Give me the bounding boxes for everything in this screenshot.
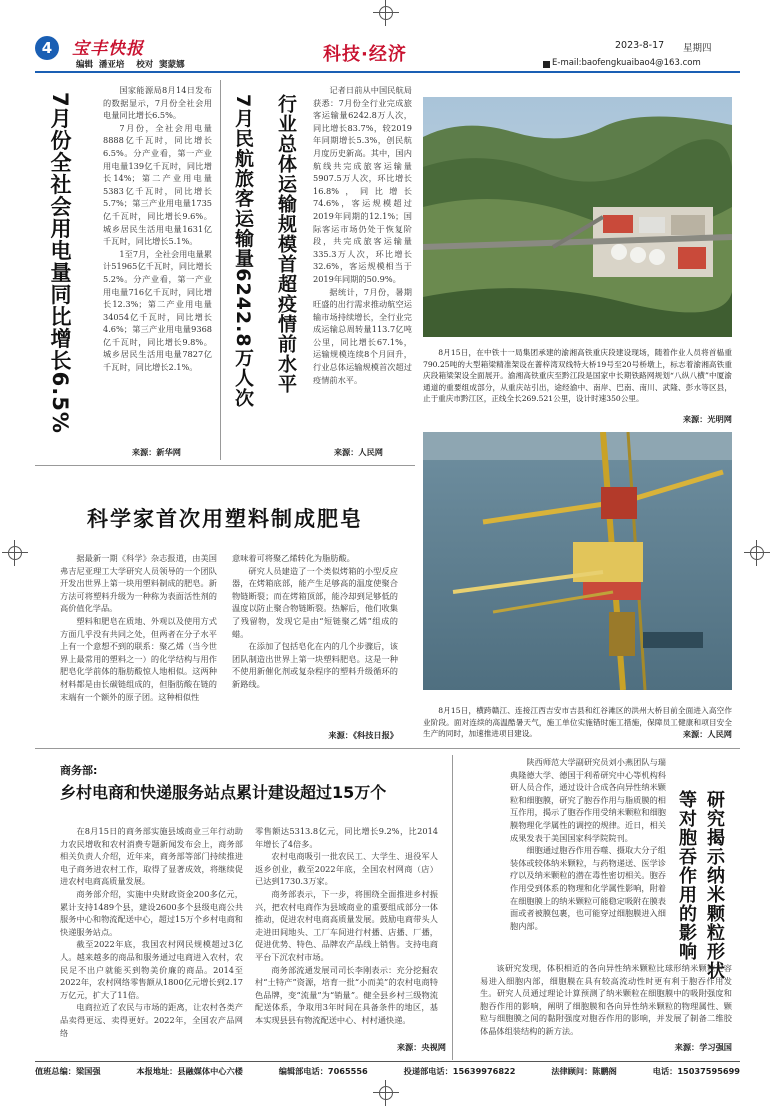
section-title: 科技·经济	[323, 44, 407, 65]
footer-item: 编辑部电话：7065556	[278, 1066, 368, 1076]
power-para: 7月份，全社会用电量8888亿千瓦时，同比增长6.5%。分产业看，第一产业用电量139亿千瓦时，同比增长14%；第二产业用电量5383亿千瓦时，同比增长5.7%；第三产业用电量1735亿千瓦时，同比增长9.6%。城乡居民生活用电量1631亿千瓦时，同比增长5.1%。	[103, 122, 212, 247]
power-body	[103, 84, 212, 374]
nano-para: 陕西师范大学副研究员刘小燕团队与瑞典隆德大学、德国于利希研究中心等机构科研人员合作，通过设计合成各向异性纳米颗粒和细胞膜，研究了胞吞作用与脂质膜的相互作用，揭示了胞吞作用受纳米颗粒和细胞膜物理化学属性的调控的规律。近日，相关成果发表于美国国家科学院院刊。	[510, 757, 666, 843]
photo1-caption-text: 8月15日，在中铁十一局集团承建的渝湘高铁重庆段建设现场，随着作业人员将首榀重790.25吨的大型箱梁精准架设在蔷梓湾双线特大桥19号至20号桥墩上，标志着渝湘高铁重庆段箱梁架设全面展开。渝湘高铁重庆至黔江段是国家中长期铁路网规划“八纵八横”中厦渝通道的重要组成部分，从重庆站引出，途经渝中、南岸、巴南、南川、武隆、彭水等区县，止于重庆市黔江区，正线全长269.521公里，设计时速350公里。	[423, 348, 732, 404]
nano-body-bottom	[480, 962, 732, 1038]
ecommerce-para: 农村电商吸引一批农民工、大学生、退役军人返乡创业，截至2022年底，全国农村网商（店）已达到1730.3万家。	[255, 851, 438, 887]
ecommerce-para: 零售额达5313.8亿元，同比增长9.2%，比2014年增长了4倍多。	[255, 826, 438, 849]
nano-para: 细胞通过胞吞作用吞噬、摄取大分子组装体或较体纳米颗粒，与药物递送、医学诊疗以及纳米颗粒的潜在毒性密切相关。胞吞作用受到体系的物理和化学属性影响，附着在细胞膜上的纳米颗粒可能稳定吸附在膜表面或者被膜包裹，也可能穿过细胞膜进入细胞内部。	[510, 845, 666, 931]
footer-item: 电话：15037595699	[652, 1066, 740, 1076]
ecommerce-para: 截至2022年底，我国农村网民规模超过3亿人。越来越多的商品和服务通过电商进入农村，农民足不出户就能买到物美价廉的商品。2014至2022年，农村网络零售额从1800亿元增长到2.17万亿元，扩大了11倍。	[60, 939, 243, 1000]
aviation-source: 来源：人民网	[333, 447, 383, 457]
plastic-body-col1	[60, 552, 217, 703]
footer-item: 法律顾问：陈鹏阁	[551, 1066, 617, 1076]
footer-item: 值班总编：梁国强	[35, 1066, 101, 1076]
plastic-headline: 科学家首次用塑料制成肥皂	[87, 507, 363, 531]
email-address: E-mail:baofengkuaibao4@163.com	[552, 58, 701, 68]
editor-line: 编辑 潘亚培 校对 窦蒙娜	[76, 60, 185, 70]
nano-source: 来源：学习强国	[674, 1042, 732, 1052]
ecommerce-source: 来源：央视网	[396, 1042, 446, 1052]
ecommerce-para: 商务部介绍，实施中央财政资金200多亿元，累计支持1489个县，建设2600多个县级电商公共服务中心和物流配送中心，超过15万个乡村电商和快递服务站点。	[60, 888, 243, 937]
plastic-body-col2	[232, 552, 398, 691]
power-para: 国家能源局8月14日发布的数据显示，7月份全社会用电量同比增长6.5%。	[103, 85, 212, 121]
registration-mark-top	[373, 0, 399, 26]
page-number-badge: 4	[35, 36, 59, 60]
power-para: 1至7月，全社会用电量累计51965亿千瓦时，同比增长5.2%。分产业看，第一产业用电量716亿千瓦时，同比增长12.3%；第二产业用电量34054亿千瓦时，同比增长4.6%；第三产业用电量9368亿千瓦时，同比增长9.8%。城乡居民生活用电量7827亿千瓦时，同比增长2.1%。	[103, 248, 212, 373]
photo1-source: 来源：光明网	[682, 414, 732, 424]
divider-vertical-2	[452, 755, 453, 1060]
aviation-headline-line1: 行业总体运输规模首超疫情前水平	[275, 94, 297, 394]
photo2-caption-text: 8月15日，横跨赣江、连接江西吉安市吉县和红谷滩区的洪州大桥目前全面进入高空作业阶段。面对连续的高温酷暑天气，施工单位实施错时施工措施，保障员工健康和项目安全生产的同时，加速推进项目建设。	[423, 706, 732, 739]
plastic-para: 塑料和肥皂在质地、外观以及使用方式方面几乎没有共同之处，但两者在分子水平上有一个意想不到的联系：聚乙烯（当今世界上最常用的塑料之一）的化学结构与用作肥皂化学前体的脂肪酸惊人地相似。这两种材料都是由长碳链组成的，但脂肪酸在链的末端有一个额外的原子团。这种相似性	[60, 615, 217, 702]
masthead-rule	[35, 71, 740, 73]
plastic-para: 研究人员建造了一个类似烤箱的小型反应器，在烤箱底部，能产生足够高的温度使聚合物链断裂；而在烤箱顶部，能冷却到足够低的温度以防止聚合物链断裂。热解后，他们收集了残留物，发现它是由“短链聚乙烯”组成的蜡。	[232, 565, 398, 639]
issue-date: 2023-8-17	[615, 40, 665, 51]
ecommerce-para: 商务部流通发展司司长李刚表示：充分挖掘农村“土特产”资源，培育一批“小而美”的农村电商特色品牌，变“流量”为“销量”。健全县乡村三级物流配送体系，争取用3年时间在具备条件的地区，基本实现县县有物流配送中心、村村通快递。	[255, 964, 438, 1025]
nano-body-top	[510, 756, 666, 932]
footer-item: 投递部电话：15639976822	[403, 1066, 516, 1076]
railway-construction-photo	[423, 97, 732, 337]
plastic-para: 据最新一期《科学》杂志报道，由美国弗吉尼亚理工大学研究人员领导的一个团队开发出世界上第一块用塑料制成的肥皂。新方法可将塑料升级为一种称为表面活性剂的高价值化学品。	[60, 553, 217, 614]
photo1-caption	[423, 347, 732, 405]
registration-mark-left	[2, 540, 28, 566]
nano-para: 该研究发现，体积相近的各向异性纳米颗粒比球形纳米颗粒更容易进入细胞内部，细胞膜在具有较高流动性时更有利于胞吞作用发生。研究人员通过理论计算预测了纳米颗粒在细胞膜中的吸附强度和胞吞作用的影响，阐明了细胞膜和各向异性纳米颗粒的物理属性、颗粒与细胞膜之间的黏附强度对胞吞作用的影响，并发展了制备二维胶体晶体组装结构的新方法。	[480, 963, 732, 1036]
ecommerce-kicker: 商务部:	[60, 764, 98, 777]
ecommerce-para: 商务部表示，下一步，将围绕全面推进乡村振兴，把农村电商作为县域商业的重要组成部分一体推动，促进农村电商高质量发展。鼓励电商带头人走进田间地头、工厂车间进行村播、店播、厂播，促进优势、特色、品牌农产品线上销售。支持电商平台下沉农村市场。	[255, 888, 438, 962]
email-icon	[543, 61, 550, 68]
ecommerce-body-col2	[255, 825, 438, 1027]
issue-weekday: 星期四	[683, 43, 712, 54]
plastic-source: 来源：《科技日报》	[328, 730, 398, 740]
aviation-body	[313, 84, 412, 386]
footer-bar	[35, 1066, 740, 1077]
registration-mark-right	[744, 540, 770, 566]
divider-vertical-1	[220, 80, 221, 460]
paper-name-logo: 宝丰快报	[72, 39, 144, 59]
divider-horizontal-1	[35, 465, 415, 466]
railway-photo-illustration	[423, 97, 732, 337]
divider-horizontal-2	[35, 748, 740, 749]
power-source: 来源：新华网	[131, 447, 181, 457]
aviation-headline-line2: 7月民航旅客运输量6242.8万人次	[232, 94, 254, 408]
nano-headline-line1: 研究揭示纳米颗粒形状	[704, 790, 725, 980]
plastic-para: 意味着可将聚乙烯转化为脂肪酸。	[232, 553, 355, 563]
power-headline: 7月份全社会用电量同比增长6.5%	[48, 92, 72, 434]
bridge-photo-illustration	[423, 432, 732, 690]
footer-item: 本报地址：县融媒体中心六楼	[136, 1066, 243, 1076]
plastic-para: 在添加了包括皂化在内的几个步骤后，该团队制造出世界上第一块塑料肥皂。这是一种不使用新催化剂或复杂程序的塑料升级循环的新路线。	[232, 641, 398, 689]
ecommerce-headline: 乡村电商和快递服务站点累计建设超过15万个	[60, 783, 387, 802]
ecommerce-body-col1	[60, 825, 243, 1039]
photo2-source: 来源：人民网	[682, 729, 732, 739]
ecommerce-para: 电商拉近了农民与市场的距离，让农村各类产品卖得更远、卖得更好。2022年，全国农产品网络	[60, 1002, 243, 1038]
nano-headline-line2: 等对胞吞作用的影响	[676, 790, 697, 961]
ecommerce-para: 在8月15日的商务部实施县域商业三年行动助力农民增收和农村消费专题新闻发布会上，商务部相关负责人介绍，近年来，商务部等部门持续推进电子商务进农村工作，取得了显著成效，将继续促进农村电商高质量发展。	[60, 826, 243, 887]
aviation-para: 据统计，7月份，暑期旺盛的出行需求推动航空运输市场持续增长，全行业完成运输总周转量113.7亿吨公里，同比增长67.1%，运输规模连续8个月回升，行业总体运输规模首次超过疫情前水平。	[313, 286, 412, 385]
bridge-construction-photo	[423, 432, 732, 690]
footer-rule	[35, 1061, 740, 1062]
aviation-para: 记者日前从中国民航局获悉：7月份全行业完成旅客运输量6242.8万人次，同比增长83.7%，较2019年同期增长5.3%，创民航月度历史新高。其中，国内航线共完成旅客运输量5907.5万人次，环比增长16.8%，同比增长74.6%，客运规模超过2019年同期的12.1%；国际客运市场仍处于恢复阶段，共完成旅客运输量335.3万人次，环比增长32.6%，客运规模相当于2019年同期的50.9%。	[313, 85, 412, 284]
registration-mark-bottom	[373, 1080, 399, 1106]
